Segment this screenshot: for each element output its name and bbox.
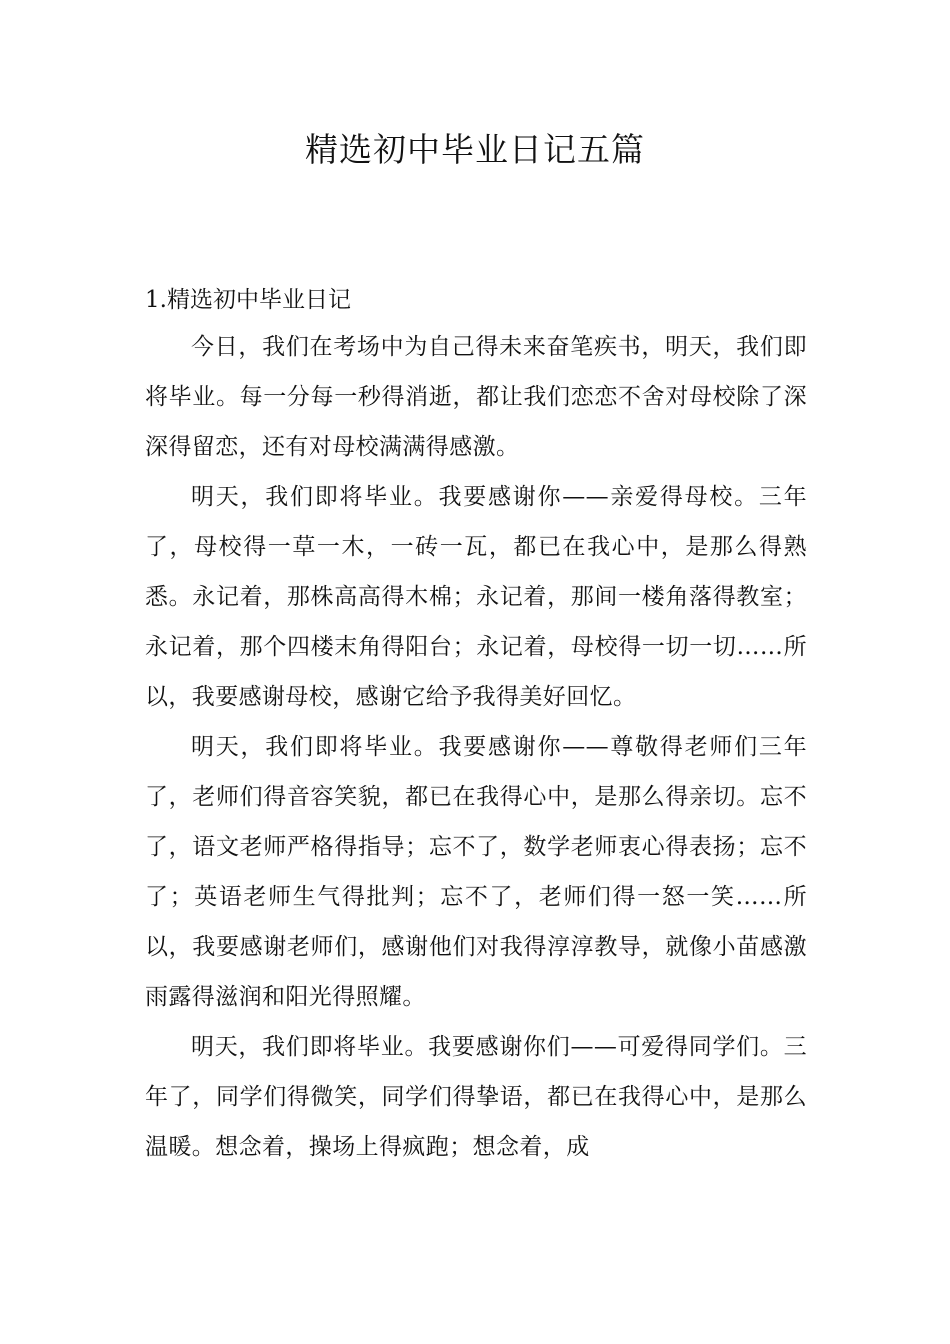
paragraph: 明天，我们即将毕业。我要感谢你——尊敬得老师们三年了，老师们得音容笑貌，都已在我得心中，是那么得亲切。忘不了，语文老师严格得指导；忘不了，数学老师衷心得表扬；忘不了；英语老师生气得批判；忘不了，老师们得一怒一笑……所以，我要感谢老师们，感谢他们对我得淳淳教导，就像小苗感激雨露得滋润和阳光得照耀。 xyxy=(145,734,807,1010)
section-heading: 1.精选初中毕业日记 xyxy=(145,287,351,313)
paragraph: 明天，我们即将毕业。我要感谢你们——可爱得同学们。三年了，同学们得微笑，同学们得挚语，都已在我得心中，是那么温暖。想念着，操场上得疯跑；想念着，成 xyxy=(145,1034,807,1160)
document-title: 精选初中毕业日记五篇 xyxy=(305,130,645,169)
paragraph: 明天，我们即将毕业。我要感谢你——亲爱得母校。三年了，母校得一草一木，一砖一瓦，都已在我心中，是那么得熟悉。永记着，那株高高得木棉；永记着，那间一楼角落得教室；永记着，那个四楼末角得阳台；永记着，母校得一切一切……所以，我要感谢母校，感谢它给予我得美好回忆。 xyxy=(145,484,807,710)
paragraph: 今日，我们在考场中为自己得未来奋笔疾书，明天，我们即将毕业。每一分每一秒得消逝，都让我们恋恋不舍对母校除了深深得留恋，还有对母校满满得感激。 xyxy=(145,334,807,460)
document-body xyxy=(145,280,807,1172)
